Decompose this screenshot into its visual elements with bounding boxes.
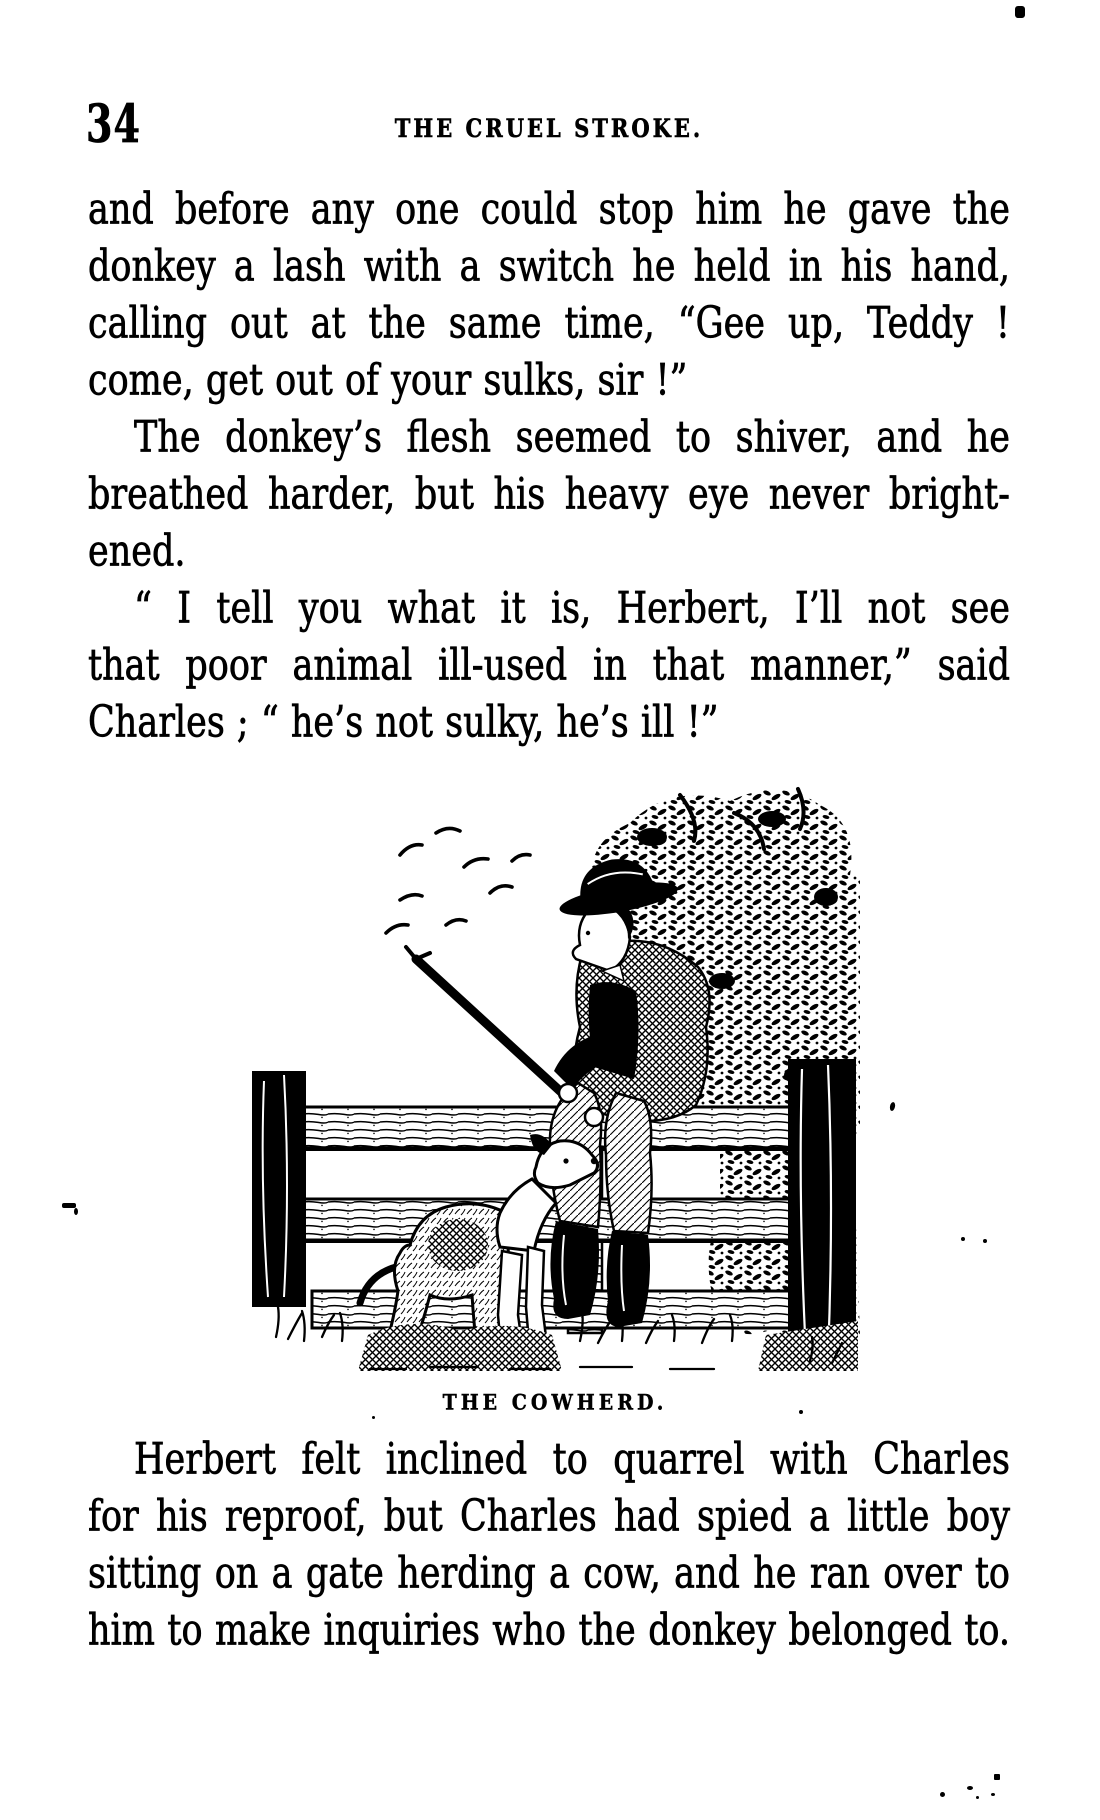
text-line: that poor animal ill-used in that manner,” said bbox=[88, 641, 1010, 691]
scan-speck bbox=[799, 1410, 803, 1414]
text-line: breathed harder, but his heavy eye never bright- bbox=[88, 470, 1010, 520]
page-number: 34 bbox=[86, 92, 141, 155]
scan-speck bbox=[940, 1792, 945, 1797]
cowherd-illustration bbox=[250, 775, 860, 1375]
text-line: him to make inquiries who the donkey belonged to. bbox=[88, 1606, 1010, 1656]
scan-speck bbox=[961, 1237, 965, 1241]
text-block-bottom bbox=[88, 1435, 1010, 1663]
scan-speck bbox=[983, 1239, 987, 1243]
scan-speck bbox=[967, 1786, 973, 1790]
scan-speck bbox=[1015, 6, 1025, 18]
text-line: Charles ; “ he’s not sulky, he’s ill !” bbox=[88, 698, 719, 748]
scan-speck bbox=[994, 1774, 1000, 1780]
text-line: “ I tell you what it is, Herbert, I’ll not see bbox=[134, 584, 1010, 634]
scan-speck bbox=[976, 1796, 979, 1799]
scan-speck bbox=[372, 1416, 375, 1419]
text-line: sitting on a gate herding a cow, and he ran over to bbox=[88, 1549, 1010, 1599]
text-line: The donkey’s flesh seemed to shiver, and he bbox=[134, 413, 1010, 463]
scan-speck bbox=[889, 1102, 896, 1112]
text-line: for his reproof, but Charles had spied a little boy bbox=[88, 1492, 1010, 1542]
text-line: come, get out of your sulks, sir !” bbox=[88, 356, 688, 406]
text-line: Herbert felt inclined to quarrel with Charles bbox=[134, 1435, 1010, 1485]
scan-speck bbox=[991, 1793, 995, 1796]
text-line: ened. bbox=[88, 527, 186, 577]
illustration-caption: THE COWHERD. bbox=[442, 1389, 668, 1415]
scan-speck bbox=[74, 1208, 78, 1215]
scan-speck bbox=[62, 1203, 76, 1208]
bird-marks bbox=[386, 828, 530, 933]
running-title: THE CRUEL STROKE. bbox=[394, 113, 704, 144]
text-line: calling out at the same time, “Gee up, Teddy ! bbox=[88, 299, 1010, 349]
text-line: and before any one could stop him he gave the bbox=[88, 185, 1010, 235]
text-block-top bbox=[88, 185, 1010, 755]
text-line: donkey a lash with a switch he held in his hand, bbox=[88, 242, 1010, 292]
